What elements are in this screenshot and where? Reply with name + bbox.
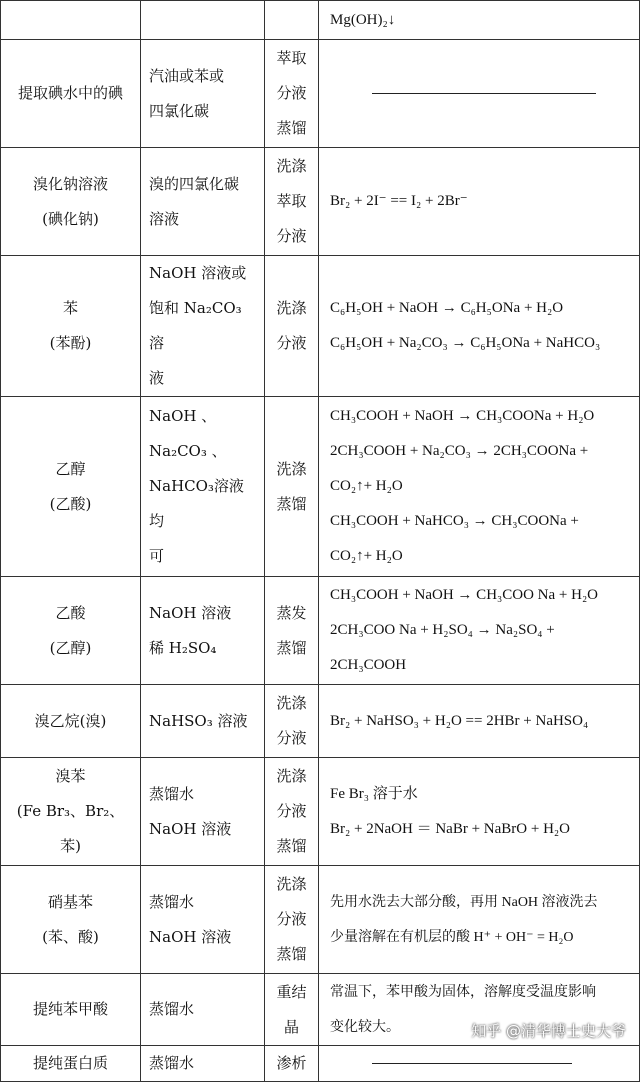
equation-line: 先用水洗去大部分酸，再用 NaOH 溶液洗去 [330,894,598,910]
equation-cell [319,1046,640,1082]
method-line: 洗涤 [276,767,307,785]
reagent-cell [141,866,265,974]
reagent-line: 蒸馏水 [149,1000,195,1018]
equation-line: CH₃COOH + NaHCO₃ → CH₃COONa + [330,513,579,529]
substance-line: 硝基苯 [47,892,93,911]
reagent-cell [141,1046,265,1082]
method-cell [265,397,319,577]
equation-cell [319,40,640,148]
blank-line [372,1063,572,1064]
equation-line: 常温下，苯甲酸为固体，溶解度受温度影响 [330,984,596,1000]
blank-line [372,93,596,94]
reagent-cell [141,40,265,148]
equation-line: Fe Br₃ 溶于水 [330,785,418,802]
reagent-line: 液 [149,369,165,387]
method-line: 萃取 [276,192,307,210]
reagent-line: 蒸馏水 [149,1054,195,1072]
method-line: 晶 [283,1017,299,1036]
equation-cell [319,866,640,974]
equation-cell [319,397,640,577]
method-line: 蒸馏 [276,638,307,657]
substance-cell [1,685,141,758]
table-row [1,40,640,148]
substance-line: (乙醇) [49,638,92,657]
table-row [1,577,640,685]
watermark: 知乎 @清华博士史大爷 [471,1022,626,1040]
reagent-line: NaHCO₃溶液均 [149,477,244,530]
method-line: 分液 [276,729,307,747]
substance-line: 溴化钠溶液 [32,174,108,193]
substance-line: 溴乙烷(溴) [34,711,107,730]
substance-cell [1,577,141,685]
method-line: 蒸馏 [276,945,307,963]
reagent-cell [141,148,265,256]
substance-cell [1,866,141,974]
reagent-line: 蒸馏水 [149,892,195,911]
method-line: 分液 [276,334,307,352]
substance-line: (Fe Br₃、Br₂、苯) [16,802,125,855]
table-row [1,256,640,397]
method-line: 蒸馏 [276,494,307,513]
substance-cell [1,1046,141,1082]
reagent-line: NaOH 溶液 [149,819,232,838]
substance-cell [1,974,141,1046]
method-cell [265,577,319,685]
equation-line: Br₂ + 2I⁻ == I₂ + 2Br⁻ [330,193,468,209]
method-line: 蒸馏 [276,119,307,137]
substance-cell [1,758,141,866]
equation-line: CH₃COOH + NaOH → CH₃COONa + H₂O [330,408,595,424]
method-line: 分液 [276,910,307,928]
method-line: 分液 [276,84,307,102]
equation-cell [319,256,640,397]
reagent-cell [141,256,265,397]
substance-line: (乙酸) [49,494,92,513]
substance-line: (苯、酸) [42,927,99,946]
method-line: 分液 [276,802,307,820]
table-row [1,866,640,974]
equation-line: 变化较大。 [330,1019,400,1035]
method-cell [265,758,319,866]
equation-line: C₆H₅OH + Na₂CO₃ → C₆H₅ONa + NaHCO₃ [330,335,601,351]
reagent-cell [141,758,265,866]
method-cell [265,974,319,1046]
substance-line: (碘化钠) [42,209,99,228]
reagent-line: 溶液 [149,209,180,228]
method-line: 洗涤 [276,299,307,317]
equation-line: 2CH₃COOH [330,657,407,673]
method-line: 萃取 [276,49,307,67]
reagent-line: NaOH 溶液或 [149,264,247,282]
reagent-cell [141,1,265,40]
reagent-line: 可 [149,547,165,565]
method-line: 分液 [276,227,307,245]
reagent-line: NaOH 溶液 [149,927,232,946]
method-line: 渗析 [276,1054,307,1072]
table-row [1,685,640,758]
method-line: 重结 [276,982,307,1001]
reagent-line: NaHSO₃ 溶液 [149,711,248,730]
equation-line: CH₃COOH + NaOH → CH₃COO Na + H₂O [330,587,599,603]
method-cell [265,148,319,256]
equation-cell [319,148,640,256]
method-line: 蒸发 [276,603,307,622]
table-row [1,1046,640,1082]
method-cell [265,256,319,397]
table-row [1,758,640,866]
equation-cell [319,577,640,685]
table-row [1,397,640,577]
reagent-line: NaOH 、 [149,407,217,425]
substance-line: (苯酚) [49,334,92,352]
method-line: 洗涤 [276,157,307,175]
equation-line: CO₂↑+ H₂O [330,478,403,494]
substance-line: 乙酸 [55,603,86,622]
substance-line: 提纯蛋白质 [32,1054,108,1072]
method-line: 洗涤 [276,694,307,712]
reagent-line: NaOH 溶液 [149,603,232,622]
substance-line: 提取碘水中的碘 [17,84,123,102]
method-line: 洗涤 [276,875,307,893]
table-row [1,148,640,256]
reagent-cell [141,974,265,1046]
reagent-line: 溴的四氯化碳 [149,174,240,193]
substance-line: 乙醇 [55,459,86,478]
equation-line: C₆H₅OH + NaOH → C₆H₅ONa + H₂O [330,300,564,316]
equation-line: 2CH₃COO Na + H₂SO₄ → Na₂SO₄ + [330,622,555,638]
equation-line: Br₂ + 2NaOH ＝ NaBr + NaBrO + H₂O [330,820,570,837]
reagent-line: 蒸馏水 [149,784,195,803]
equation-line: Br₂ + NaHSO₃ + H₂O == 2HBr + NaHSO₄ [330,712,589,729]
substance-line: 苯 [62,299,78,317]
method-cell [265,1046,319,1082]
substance-cell [1,40,141,148]
equation-line: 少量溶解在有机层的酸 H⁺ + OH⁻ = H₂O [330,929,574,945]
reagent-line: 四氯化碳 [149,101,210,120]
equation-cell [319,1,640,40]
reagent-line: Na₂CO₃ 、 [149,442,227,460]
method-cell [265,1,319,40]
method-line: 蒸馏 [276,837,307,855]
equation-cell [319,758,640,866]
substance-cell [1,256,141,397]
reagent-cell [141,685,265,758]
reagent-line: 稀 H₂SO₄ [149,638,217,657]
reagent-line: 汽油或苯或 [149,66,225,85]
method-cell [265,40,319,148]
substance-line: 溴苯 [55,767,86,785]
substance-cell [1,148,141,256]
method-cell [265,866,319,974]
equation-cell [319,685,640,758]
reagent-cell [141,577,265,685]
substance-line: 提纯苯甲酸 [32,1000,108,1018]
table-row [1,1,640,40]
reagent-cell [141,397,265,577]
equation-line: CO₂↑+ H₂O [330,548,403,564]
equation-line: 2CH₃COOH + Na₂CO₃ → 2CH₃COONa + [330,443,589,459]
method-line: 洗涤 [276,459,307,478]
reagent-line: 饱和 Na₂CO₃ 溶 [149,299,242,352]
substance-cell [1,1,141,40]
method-cell [265,685,319,758]
substance-cell [1,397,141,577]
equation-line: Mg(OH)₂↓ [330,11,396,28]
